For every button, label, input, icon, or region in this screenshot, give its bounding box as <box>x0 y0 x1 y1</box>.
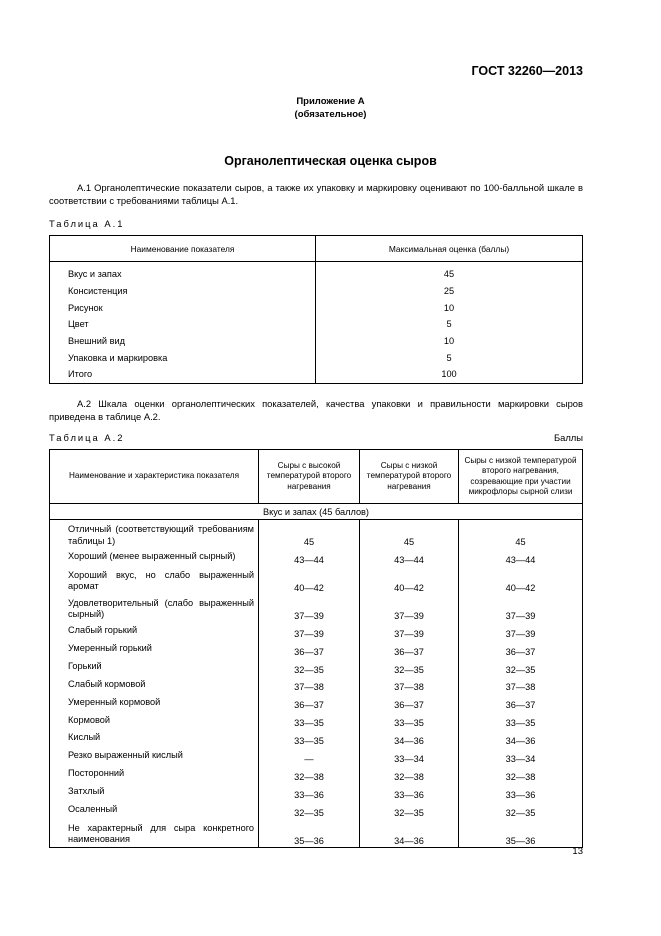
characteristic-name: Кислый <box>50 729 259 747</box>
table-a2-body <box>50 504 583 848</box>
score-high-temp: 43—44 <box>259 548 360 566</box>
table-row <box>50 566 583 594</box>
score-high-temp: 37—38 <box>259 676 360 694</box>
table-a2-header: Сыры с высокой температурой второго нагревания <box>259 450 360 504</box>
table-row <box>50 783 583 801</box>
table-a2-header: Наименование и характеристика показателя <box>50 450 259 504</box>
table-a2-section: Вкус и запах (45 баллов) <box>50 504 583 520</box>
score-smear-ripened: 32—35 <box>459 801 583 819</box>
table-a1 <box>49 235 583 384</box>
score-high-temp: 32—38 <box>259 765 360 783</box>
score-high-temp: 33—35 <box>259 711 360 729</box>
table-row <box>50 262 583 283</box>
score-smear-ripened: 33—35 <box>459 711 583 729</box>
score-low-temp: 43—44 <box>360 548 459 566</box>
table-a2-header: Сыры с низкой температурой второго нагревания, созревающие при участии микрофлоры сырной слизи <box>459 450 583 504</box>
score-low-temp: 36—37 <box>360 693 459 711</box>
score-smear-ripened: 32—38 <box>459 765 583 783</box>
table-a1-header: Максимальная оценка (баллы) <box>316 236 583 262</box>
characteristic-name: Отличный (соответствующий требованиям таблицы 1) <box>50 520 259 549</box>
score-high-temp: 33—35 <box>259 729 360 747</box>
characteristic-name: Затхлый <box>50 783 259 801</box>
table-a1-body <box>50 262 583 384</box>
score-smear-ripened: 37—39 <box>459 594 583 622</box>
indicator-name: Вкус и запах <box>50 262 316 283</box>
table-row <box>50 333 583 350</box>
score-high-temp: 35—36 <box>259 819 360 848</box>
characteristic-name: Горький <box>50 658 259 676</box>
score-low-temp: 33—34 <box>360 747 459 765</box>
score-low-temp: 45 <box>360 520 459 549</box>
max-score: 100 <box>316 366 583 383</box>
score-low-temp: 34—36 <box>360 819 459 848</box>
score-smear-ripened: 33—36 <box>459 783 583 801</box>
score-low-temp: 36—37 <box>360 640 459 658</box>
score-low-temp: 34—36 <box>360 729 459 747</box>
table-row <box>50 729 583 747</box>
score-smear-ripened: 34—36 <box>459 729 583 747</box>
paragraph-a1: А.1 Органолептические показатели сыров, а также их упаковку и маркировку оценивают по 100-балльной шкале в соответствии с требованиями таблицы А.1. <box>49 182 583 206</box>
max-score: 45 <box>316 262 583 283</box>
score-low-temp: 32—38 <box>360 765 459 783</box>
score-high-temp: 40—42 <box>259 566 360 594</box>
table-row <box>50 711 583 729</box>
max-score: 10 <box>316 299 583 316</box>
page-number: 13 <box>572 846 583 857</box>
characteristic-name: Хороший (менее выраженный сырный) <box>50 548 259 566</box>
indicator-name: Итого <box>50 366 316 383</box>
table-a2-unit: Баллы <box>553 432 583 443</box>
score-high-temp: 37—39 <box>259 594 360 622</box>
standard-number: ГОСТ 32260—2013 <box>471 64 583 78</box>
characteristic-name: Хороший вкус, но слабо выраженный аромат <box>50 566 259 594</box>
table-a2-header: Сыры с низкой температурой второго нагревания <box>360 450 459 504</box>
score-high-temp: 32—35 <box>259 801 360 819</box>
score-low-temp: 37—39 <box>360 622 459 640</box>
score-smear-ripened: 32—35 <box>459 658 583 676</box>
table-row <box>50 283 583 300</box>
table-row <box>50 349 583 366</box>
characteristic-name: Удовлетворительный (слабо выраженный сырный) <box>50 594 259 622</box>
indicator-name: Внешний вид <box>50 333 316 350</box>
table-a2-caption: Таблица А.2 <box>49 432 125 443</box>
score-smear-ripened: 33—34 <box>459 747 583 765</box>
indicator-name: Упаковка и маркировка <box>50 349 316 366</box>
characteristic-name: Кормовой <box>50 711 259 729</box>
table-row <box>50 765 583 783</box>
paragraph-a2: А.2 Шкала оценки органолептических показателей, качества упаковки и правильности маркировки сыров приведена в таблице А.2. <box>49 398 583 422</box>
table-a1-caption: Таблица А.1 <box>49 218 125 229</box>
characteristic-name: Слабый горький <box>50 622 259 640</box>
score-low-temp: 37—38 <box>360 676 459 694</box>
section-heading: Органолептическая оценка сыров <box>224 154 437 168</box>
score-high-temp: 33—36 <box>259 783 360 801</box>
table-row <box>50 801 583 819</box>
score-high-temp: — <box>259 747 360 765</box>
score-low-temp: 33—35 <box>360 711 459 729</box>
table-row <box>50 676 583 694</box>
table-a1-header: Наименование показателя <box>50 236 316 262</box>
score-high-temp: 36—37 <box>259 640 360 658</box>
max-score: 10 <box>316 333 583 350</box>
max-score: 25 <box>316 283 583 300</box>
table-row <box>50 316 583 333</box>
table-row <box>50 548 583 566</box>
characteristic-name: Резко выраженный кислый <box>50 747 259 765</box>
characteristic-name: Слабый кормовой <box>50 676 259 694</box>
score-low-temp: 37—39 <box>360 594 459 622</box>
score-smear-ripened: 40—42 <box>459 566 583 594</box>
score-high-temp: 37—39 <box>259 622 360 640</box>
score-high-temp: 45 <box>259 520 360 549</box>
characteristic-name: Осаленный <box>50 801 259 819</box>
score-smear-ripened: 36—37 <box>459 693 583 711</box>
score-low-temp: 33—36 <box>360 783 459 801</box>
max-score: 5 <box>316 349 583 366</box>
score-high-temp: 32—35 <box>259 658 360 676</box>
indicator-name: Цвет <box>50 316 316 333</box>
characteristic-name: Умеренный горький <box>50 640 259 658</box>
table-row <box>50 819 583 848</box>
score-smear-ripened: 35—36 <box>459 819 583 848</box>
score-low-temp: 32—35 <box>360 801 459 819</box>
score-smear-ripened: 43—44 <box>459 548 583 566</box>
score-smear-ripened: 45 <box>459 520 583 549</box>
characteristic-name: Умеренный кормовой <box>50 693 259 711</box>
score-smear-ripened: 37—39 <box>459 622 583 640</box>
characteristic-name: Не характерный для сыра конкретного наименования <box>50 819 259 848</box>
score-low-temp: 32—35 <box>360 658 459 676</box>
appendix-note: (обязательное) <box>294 109 367 120</box>
score-low-temp: 40—42 <box>360 566 459 594</box>
table-row <box>50 658 583 676</box>
score-high-temp: 36—37 <box>259 693 360 711</box>
table-row <box>50 366 583 383</box>
table-row <box>50 622 583 640</box>
table-row <box>50 747 583 765</box>
max-score: 5 <box>316 316 583 333</box>
table-row <box>50 693 583 711</box>
table-row <box>50 640 583 658</box>
score-smear-ripened: 37—38 <box>459 676 583 694</box>
table-row <box>50 299 583 316</box>
appendix-title: Приложение А <box>296 96 365 107</box>
indicator-name: Рисунок <box>50 299 316 316</box>
indicator-name: Консистенция <box>50 283 316 300</box>
score-smear-ripened: 36—37 <box>459 640 583 658</box>
table-a2 <box>49 449 583 848</box>
characteristic-name: Посторонний <box>50 765 259 783</box>
table-row <box>50 594 583 622</box>
table-row <box>50 520 583 549</box>
